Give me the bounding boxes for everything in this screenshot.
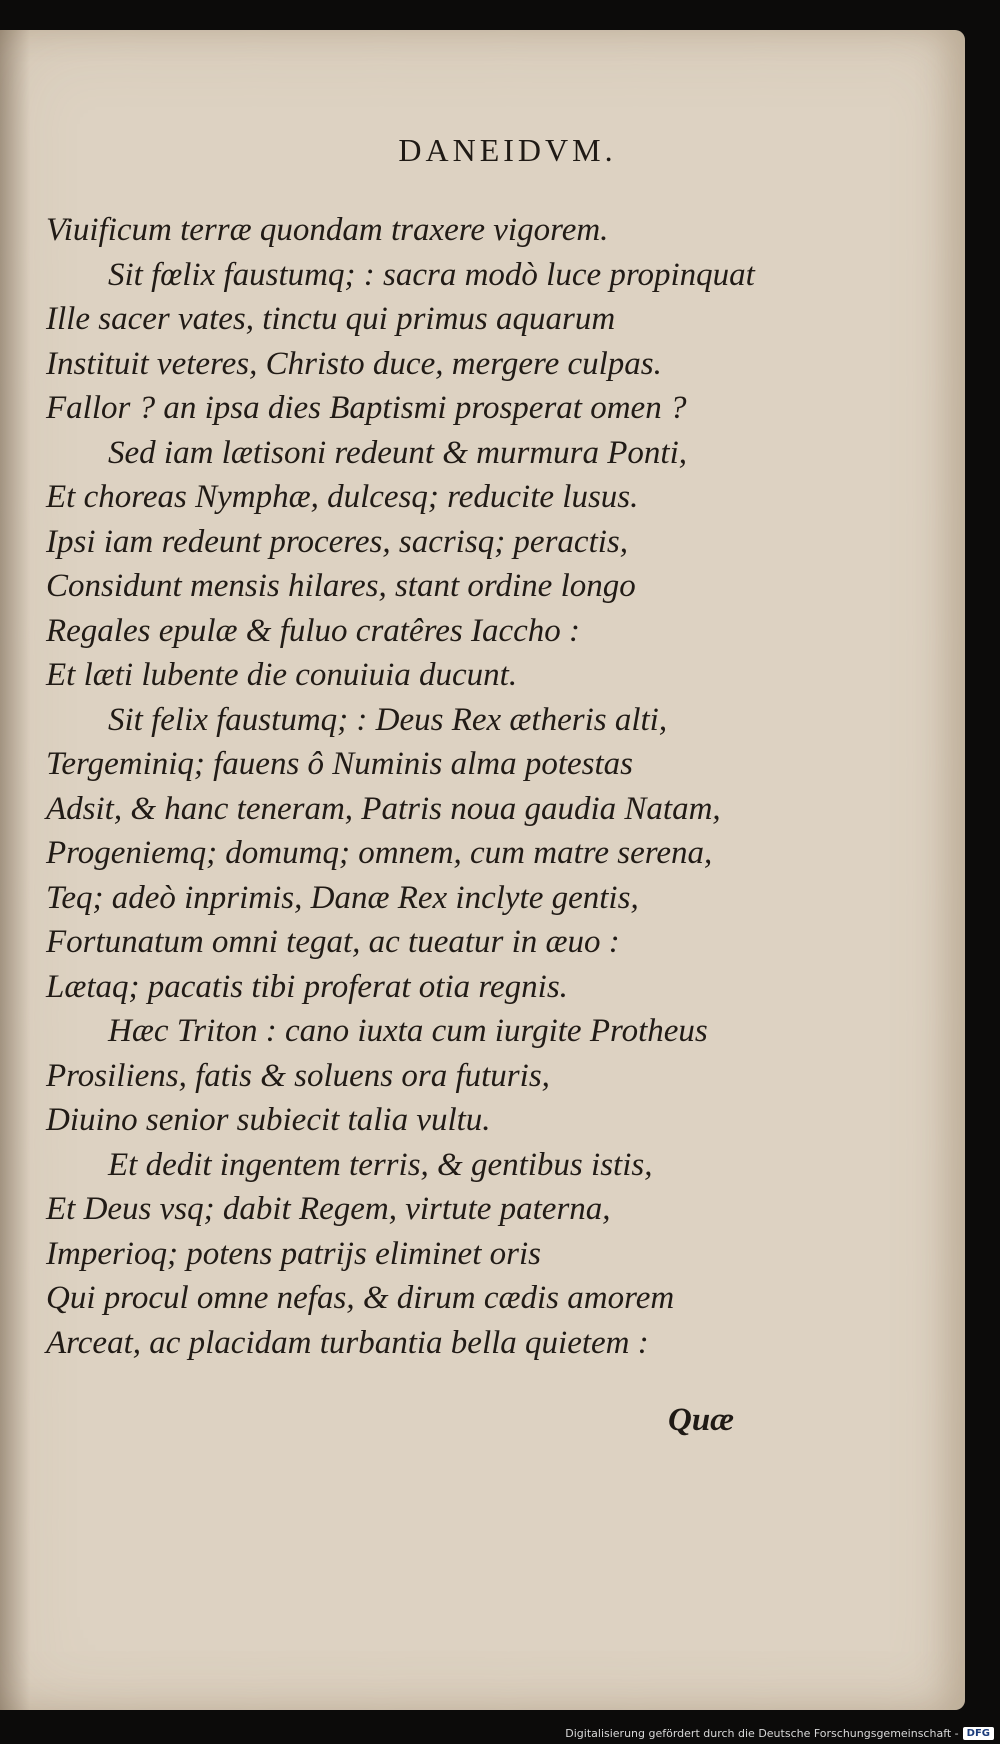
- verse-line: Qui procul omne nefas, & dirum cædis amorem: [46, 1280, 675, 1316]
- verse-line: Instituit veteres, Christo duce, mergere culpas.: [46, 345, 662, 382]
- book-page: [0, 30, 965, 1710]
- verse-line: Ipsi iam redeunt proceres, sacrisq; peractis,: [46, 523, 628, 560]
- verse-line: Tergeminiq; fauens ô Numinis alma potestas: [46, 746, 633, 782]
- verse-line: Considunt mensis hilares, stant ordine longo: [46, 568, 636, 604]
- verse-line: Et læti lubente die conuiuia ducunt.: [46, 657, 518, 693]
- digitization-credit: [565, 1727, 994, 1740]
- verse-line: Sit fœlix faustumq; : sacra modò luce propinquat: [108, 256, 755, 293]
- catchword: Quæ: [668, 1402, 735, 1438]
- verse-line: Lætaq; pacatis tibi proferat otia regnis.: [46, 968, 568, 1005]
- credit-text: Digitalisierung gefördert durch die Deutsche Forschungsgemeinschaft -: [565, 1727, 959, 1740]
- verse-line: Ille sacer vates, tinctu qui primus aquarum: [46, 301, 616, 337]
- verse-line: Progeniemq; domumq; omnem, cum matre serena,: [46, 835, 713, 871]
- verse-line: Et Deus vsq; dabit Regem, virtute paterna,: [46, 1191, 611, 1227]
- verse-line: Et dedit ingentem terris, & gentibus istis,: [108, 1146, 653, 1183]
- verse-line: Viuificum terræ quondam traxere vigorem.: [46, 212, 609, 248]
- verse-line: Adsit, & hanc teneram, Patris noua gaudia Natam,: [46, 790, 721, 827]
- verse-line: Diuino senior subiecit talia vultu.: [46, 1102, 491, 1138]
- verse-line: Et choreas Nymphæ, dulcesq; reducite lusus.: [46, 479, 639, 515]
- verse-line: Hæc Triton : cano iuxta cum iurgite Protheus: [108, 1013, 708, 1049]
- verse-line: Imperioq; potens patrijs eliminet oris: [46, 1235, 541, 1272]
- verse-line: Fortunatum omni tegat, ac tueatur in æuo :: [46, 924, 620, 960]
- verse-line: Arceat, ac placidam turbantia bella quietem :: [46, 1324, 649, 1361]
- verse-line: Regales epulæ & fuluo cratêres Iaccho :: [46, 612, 580, 649]
- verse-block: [46, 208, 926, 1365]
- verse-line: Teq; adeò inprimis, Danæ Rex inclyte gentis,: [46, 879, 639, 916]
- running-head: DANEIDVM.: [398, 132, 617, 168]
- verse-line: Sit felix faustumq; : Deus Rex ætheris alti,: [108, 701, 668, 738]
- verse-line: Prosiliens, fatis & soluens ora futuris,: [46, 1057, 550, 1094]
- verse-line: Fallor ? an ipsa dies Baptismi prosperat omen ?: [46, 390, 687, 426]
- verse-line: Sed iam lætisoni redeunt & murmura Ponti,: [108, 434, 688, 471]
- dfg-logo-icon: DFG: [963, 1727, 994, 1740]
